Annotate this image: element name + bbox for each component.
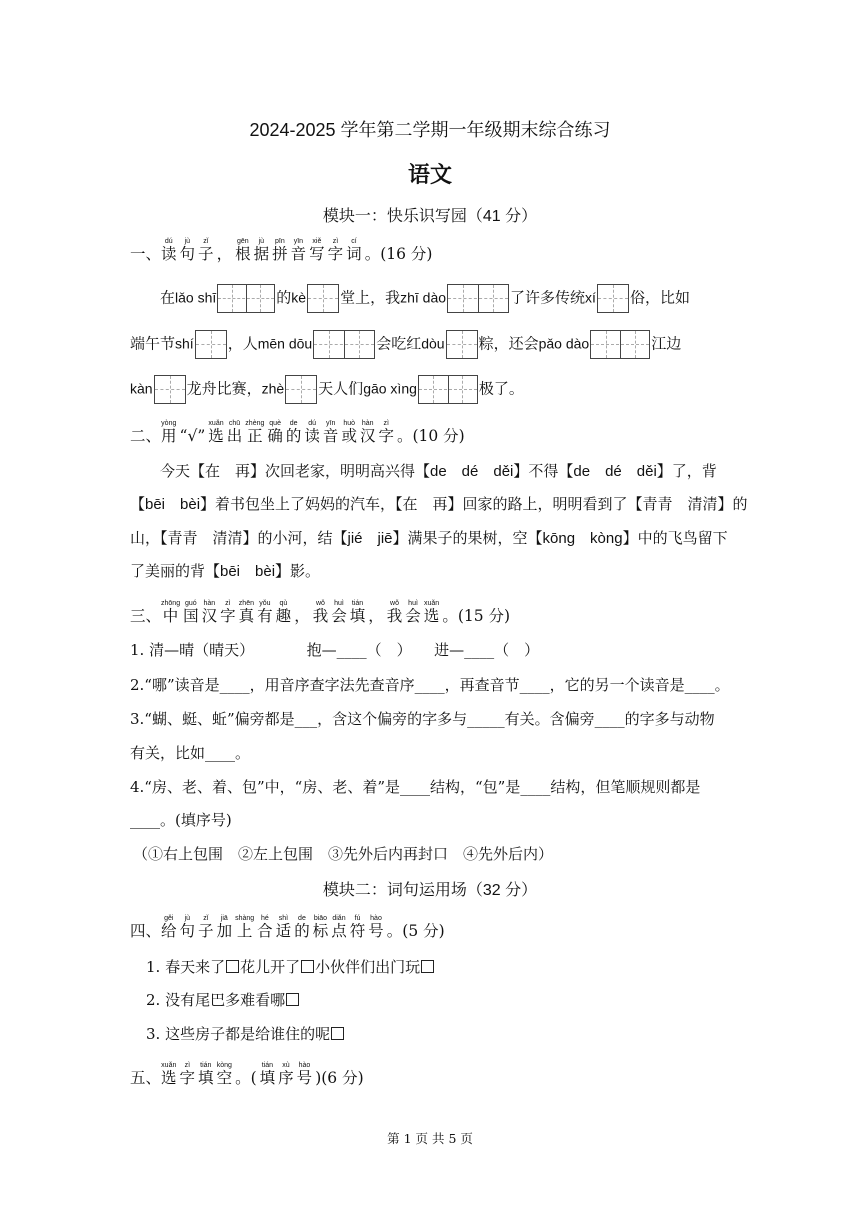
pinyin-char: 合hé <box>257 915 273 940</box>
pinyin-annotation: tián <box>349 600 366 607</box>
pinyin-char: 适shì <box>275 915 292 940</box>
question-3-options: （①右上包围 ②左上包围 ③先外后内再封口 ④先外后内） <box>133 845 554 863</box>
pinyin-annotation: hào <box>296 1062 313 1069</box>
pinyin-annotation: shì <box>275 915 292 922</box>
question-score: )(6 分) <box>315 1069 364 1087</box>
pinyin-annotation: jù <box>179 915 196 922</box>
pinyin-char: 音yīn <box>290 238 307 263</box>
question-1-line-1: 在lǎo shī 的kè 堂上，我zhī dào 了许多传统xí 俗，比如 <box>160 284 690 313</box>
pinyin-annotation: xuǎn <box>161 1062 177 1069</box>
pinyin-annotation: zì <box>327 238 344 245</box>
question-4-heading <box>130 915 445 941</box>
pinyin-annotation: jiā <box>216 915 233 922</box>
page-footer: 第 1 页 共 5 页 <box>387 1131 473 1146</box>
pinyin-annotation: zǐ <box>198 238 214 245</box>
pinyin-char: 符fú <box>349 915 366 940</box>
pinyin-char: 汉hàn <box>201 600 218 625</box>
pinyin-char: 汉hàn <box>359 420 376 445</box>
question-3-item-2: 2.“哪”读音是____，用音序查字法先查音序____，再查音节____，它的另一个读音是____。 <box>130 676 730 694</box>
punctuation-box[interactable] <box>331 1027 344 1040</box>
question-score: 。(16 分) <box>364 245 433 263</box>
writing-grid[interactable] <box>285 375 317 404</box>
pinyin-annotation: xù <box>278 1062 294 1069</box>
pinyin-char: 空kòng <box>216 1062 233 1087</box>
pinyin-char: 子zǐ <box>198 238 214 263</box>
pinyin-annotation: hàn <box>359 420 376 427</box>
pinyin-char: 国guó <box>183 600 199 625</box>
pinyin-char: ， <box>368 607 384 625</box>
pinyin-char: 读dú <box>304 420 320 445</box>
question-3-item-4-cont: ____。(填序号) <box>130 811 232 829</box>
pinyin-char: 选xuǎn <box>161 1062 177 1087</box>
writing-grid[interactable] <box>307 284 339 313</box>
pinyin-char: 有yǒu <box>257 600 273 625</box>
pinyin-annotation: zì <box>378 420 394 427</box>
question-3-heading <box>130 600 510 626</box>
pinyin-char: 句jù <box>179 915 196 940</box>
pinyin-char: 据jù <box>253 238 270 263</box>
question-score: 。(15 分) <box>442 607 511 625</box>
pinyin-char: 读dú <box>161 238 177 263</box>
pinyin-char: 选xuǎn <box>208 420 224 445</box>
writing-grid[interactable] <box>418 375 478 404</box>
pinyin-annotation: gěi <box>161 915 177 922</box>
pinyin-annotation: diǎn <box>331 915 347 922</box>
pinyin-char: 给gěi <box>161 915 177 940</box>
module-1-title: 模块一：快乐识写园（41 分） <box>322 208 538 225</box>
pinyin-annotation: zhēn <box>238 600 255 607</box>
pinyin-char: 填tián <box>198 1062 214 1087</box>
pinyin-char: 字zì <box>179 1062 196 1087</box>
pinyin-char: 句jù <box>179 238 196 263</box>
pinyin-char: 上shàng <box>235 915 255 940</box>
pinyin-char: 我wǒ <box>386 600 403 625</box>
pinyin-char: 号hào <box>368 915 384 940</box>
pinyin-char: 序xù <box>278 1062 294 1087</box>
pinyin-heading <box>161 600 442 626</box>
writing-grid[interactable] <box>446 330 478 359</box>
pinyin-annotation: pīn <box>272 238 288 245</box>
question-score: 。(10 分) <box>396 427 465 445</box>
module-2-title: 模块二：词句运用场（32 分） <box>322 882 538 899</box>
question-5-heading <box>130 1062 364 1088</box>
pinyin-char: 字zì <box>327 238 344 263</box>
pinyin-char: 点diǎn <box>331 915 347 940</box>
punctuation-box[interactable] <box>421 960 434 973</box>
pinyin-annotation: kòng <box>216 1062 233 1069</box>
pinyin-char: ， <box>294 607 310 625</box>
pinyin-annotation: zǐ <box>198 915 214 922</box>
pinyin-char: 或huò <box>341 420 357 445</box>
question-3-item-3: 3.“蝴、蜓、蚯”偏旁都是___，含这个偏旁的字多与_____有关。含偏旁____的字多与动物 <box>130 710 715 728</box>
writing-grid[interactable] <box>590 330 650 359</box>
pinyin-char: 会huì <box>331 600 347 625</box>
question-2-line-2: 【bēi bèi】着书包坐上了妈妈的汽车，【在 再】回家的路上，明明看到了【青青 清清】的 <box>130 496 748 513</box>
pinyin-heading <box>161 420 397 446</box>
pinyin-annotation: huò <box>341 420 357 427</box>
pinyin-char: 会huì <box>405 600 421 625</box>
pinyin-annotation: wǒ <box>386 600 403 607</box>
pinyin-char: 真zhēn <box>238 600 255 625</box>
pinyin-annotation: guó <box>183 600 199 607</box>
pinyin-annotation: chū <box>226 420 243 427</box>
pinyin-char: 填tián <box>349 600 366 625</box>
pinyin-char: 加jiā <box>216 915 233 940</box>
question-number: 一、 <box>130 245 162 263</box>
pinyin-char: 的de <box>294 915 310 940</box>
pinyin-char: 的de <box>285 420 302 445</box>
pinyin-annotation: yǒu <box>257 600 273 607</box>
pinyin-annotation: zì <box>179 1062 196 1069</box>
pinyin-annotation: de <box>294 915 310 922</box>
pinyin-annotation: xuǎn <box>208 420 224 427</box>
pinyin-annotation: cí <box>346 238 362 245</box>
question-1-line-2: 端午节shí ，人mēn dōu 会吃红dòu 粽，还会pǎo dào 江边 <box>130 330 681 359</box>
pinyin-annotation: jù <box>253 238 270 245</box>
pinyin-annotation: yīn <box>290 238 307 245</box>
pinyin-annotation: shàng <box>235 915 255 922</box>
pinyin-char: 。( <box>235 1069 257 1087</box>
pinyin-annotation: dú <box>161 238 177 245</box>
pinyin-char: 拼pīn <box>272 238 288 263</box>
question-3-item-4: 4.“房、老、着、包”中，“房、老、着”是____结构，“包”是____结构，但笔顺规则都是 <box>130 778 701 796</box>
pinyin-char: “√” <box>179 427 206 445</box>
pinyin-annotation: yòng <box>161 420 177 427</box>
pinyin-char: 号hào <box>296 1062 313 1087</box>
pinyin-char: 写xiě <box>309 238 325 263</box>
question-number: 三、 <box>130 607 162 625</box>
pinyin-char: ， <box>216 245 233 263</box>
pinyin-char: 我wǒ <box>312 600 329 625</box>
pinyin-annotation: zì <box>220 600 236 607</box>
pinyin-char: 字zì <box>378 420 394 445</box>
question-1-heading <box>130 238 432 264</box>
question-number: 五、 <box>130 1069 162 1087</box>
subject-title: 语文 <box>407 162 452 187</box>
pinyin-char: 填tián <box>259 1062 276 1087</box>
pinyin-annotation: hào <box>368 915 384 922</box>
question-4-item-3: 3. 这些房子都是给谁住的呢 <box>146 1024 345 1044</box>
question-1-line-3: kàn 龙舟比赛，zhè 天人们gāo xìng 极了。 <box>130 375 524 404</box>
pinyin-annotation: xiě <box>309 238 325 245</box>
exam-title: 2024-2025 学年第二学期一年级期末综合练习 <box>249 120 611 140</box>
pinyin-char: 根gēn <box>235 238 251 263</box>
writing-grid[interactable] <box>217 284 275 313</box>
pinyin-annotation: tián <box>198 1062 214 1069</box>
writing-grid[interactable] <box>597 284 629 313</box>
pinyin-annotation: huì <box>405 600 421 607</box>
question-2-line-3: 山，【青青 清清】的小河，结【jié jiē】满果子的果树，空【kōng kòng】中的飞鸟留下 <box>130 530 728 547</box>
pinyin-char: 选xuǎn <box>423 600 440 625</box>
pinyin-char: 子zǐ <box>198 915 214 940</box>
question-4-item-1: 1. 春天来了 花儿开了 小伙伴们出门玩 <box>146 957 435 977</box>
pinyin-annotation: qù <box>275 600 292 607</box>
question-4-item-2: 2. 没有尾巴多难看哪 <box>146 990 300 1010</box>
question-number: 四、 <box>130 922 162 940</box>
pinyin-char: 标biāo <box>312 915 329 940</box>
pinyin-char: 用yòng <box>161 420 177 445</box>
pinyin-char: 字zì <box>220 600 236 625</box>
pinyin-annotation: yīn <box>322 420 339 427</box>
question-2-line-4: 了美丽的背【bēi bèi】影。 <box>130 563 321 580</box>
question-3-item-1: 1. 清—晴（晴天） 抱—____（ ） 进—____（ ） <box>130 641 540 659</box>
writing-grid[interactable] <box>154 375 186 404</box>
question-2-heading <box>130 420 465 446</box>
pinyin-annotation: hàn <box>201 600 218 607</box>
punctuation-box[interactable] <box>286 993 299 1006</box>
writing-grid[interactable] <box>447 284 509 313</box>
pinyin-annotation: gēn <box>235 238 251 245</box>
pinyin-annotation: què <box>267 420 283 427</box>
pinyin-char: 出chū <box>226 420 243 445</box>
punctuation-box[interactable] <box>301 960 314 973</box>
question-3-item-3-cont: 有关，比如____。 <box>130 744 251 762</box>
pinyin-heading <box>161 1062 315 1088</box>
punctuation-box[interactable] <box>226 960 239 973</box>
pinyin-annotation: biāo <box>312 915 329 922</box>
pinyin-char: 确què <box>267 420 283 445</box>
pinyin-annotation: xuǎn <box>423 600 440 607</box>
pinyin-annotation: de <box>285 420 302 427</box>
pinyin-annotation: fú <box>349 915 366 922</box>
pinyin-annotation: hé <box>257 915 273 922</box>
question-score: 。(5 分) <box>386 922 445 940</box>
pinyin-annotation: tián <box>259 1062 276 1069</box>
question-2-line-1: 今天【在 再】次回老家，明明高兴得【de dé děi】不得【de dé děi】了，背 <box>160 463 717 480</box>
pinyin-annotation: zhèng <box>245 420 265 427</box>
pinyin-heading <box>161 238 365 264</box>
pinyin-annotation: zhōng <box>161 600 181 607</box>
writing-grid[interactable] <box>195 330 227 359</box>
pinyin-annotation: huì <box>331 600 347 607</box>
pinyin-annotation: wǒ <box>312 600 329 607</box>
pinyin-char: 正zhèng <box>245 420 265 445</box>
pinyin-char: 词cí <box>346 238 362 263</box>
pinyin-annotation: dú <box>304 420 320 427</box>
pinyin-char: 中zhōng <box>161 600 181 625</box>
pinyin-char: 趣qù <box>275 600 292 625</box>
pinyin-annotation: jù <box>179 238 196 245</box>
question-number: 二、 <box>130 427 162 445</box>
pinyin-heading <box>161 915 387 941</box>
writing-grid[interactable] <box>313 330 375 359</box>
pinyin-char: 音yīn <box>322 420 339 445</box>
